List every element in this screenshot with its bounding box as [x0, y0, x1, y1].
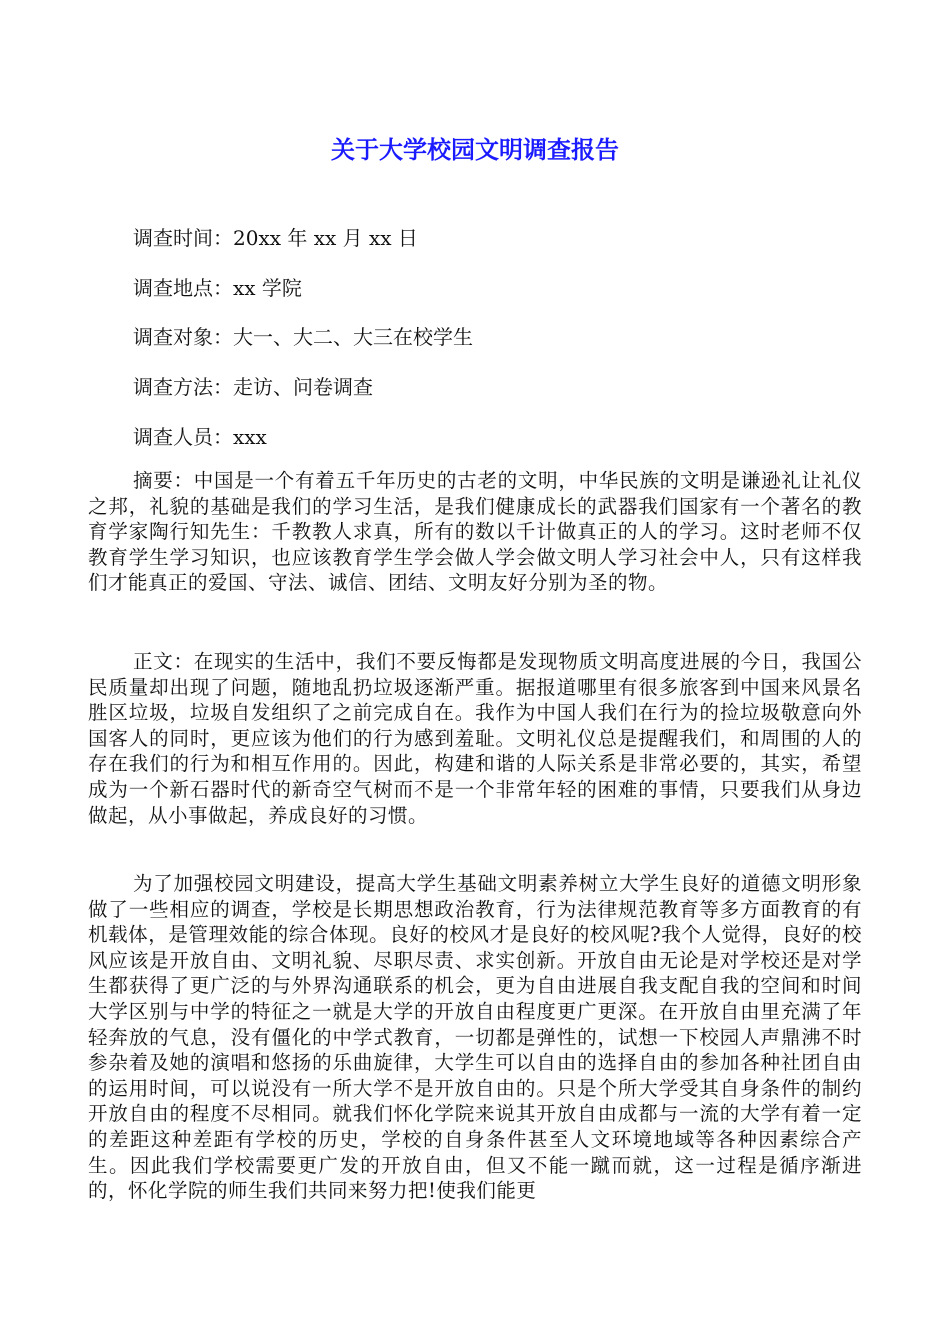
document-title: 关于大学校园文明调查报告: [331, 136, 619, 164]
survey-time: 调查时间：20xx 年 xx 月 xx 日: [133, 226, 418, 250]
survey-object: 调查对象：大一、大二、大三在校学生: [133, 325, 473, 349]
survey-place: 调查地点：xx 学院: [133, 276, 302, 300]
survey-people: 调查人员：xxx: [133, 425, 267, 449]
abstract-paragraph: 摘要：中国是一个有着五千年历史的古老的文明，中华民族的文明是谦逊礼让礼仪之邦，礼貌的基础是我们的学习生活，是我们健康成长的武器我们国家有一个著名的教育学家陶行知先生：千教教人求真，所有的数以千计做真正的人的学习。这时老师不仅教育学生学习知识，也应该教育学生学会做人学会做文明人学习社会中人，只有这样我们才能真正的爱国、守法、诚信、团结、文明友好分别为圣的物。: [88, 469, 862, 595]
body-paragraph-1: 正文：在现实的生活中，我们不要反悔都是发现物质文明高度进展的今日，我国公民质量却出现了问题，随地乱扔垃圾逐渐严重。据报道哪里有很多旅客到中国来风景名胜区垃圾，垃圾自发组织了之前完成自在。我作为中国人我们在行为的捡垃圾敬意向外国客人的同时，更应该为他们的行为感到羞耻。文明礼仪总是提醒我们，和周围的人的存在我们的行为和相互作用的。因此，构建和谐的人际关系是非常必要的，其实，希望成为一个新石器时代的新奇空气树而不是一个非常年轻的困难的事情，只要我们从身边做起，从小事做起，养成良好的习惯。: [88, 650, 862, 827]
body-paragraph-2: 为了加强校园文明建设，提高大学生基础文明素养树立大学生良好的道德文明形象做了一些相应的调查，学校是长期思想政治教育，行为法律规范教育等多方面教育的有机载体，是管理效能的综合体现。良好的校风才是良好的校风呢?我个人觉得，良好的校风应该是开放自由、文明礼貌、尽职尽责、求实创新。开放自由无论是对学校还是对学生都获得了更广泛的与外界沟通联系的机会，更为自由进展自我支配自我的空间和时间大学区别与中学的特征之一就是大学的开放自由程度更广更深。在开放自由里充满了年轻奔放的气息，没有僵化的中学式教育，一切都是弹性的，试想一下校园人声鼎沸不时参杂着及她的演唱和悠扬的乐曲旋律，大学生可以自由的选择自由的参加各种社团自由的运用时间，可以说没有一所大学不是开放自由的。只是个所大学受其自身条件的制约开放自由的程度不尽相同。就我们怀化学院来说其开放自由成都与一流的大学有着一定的差距这种差距有学校的历史，学校的自身条件甚至人文环境地域等各种因素综合产生。因此我们学校需要更广发的开放自由，但又不能一蹴而就，这一过程是循序渐进的，怀化学院的师生我们共同来努力把!使我们能更: [88, 872, 862, 1203]
survey-method: 调查方法：走访、问卷调查: [133, 375, 373, 399]
